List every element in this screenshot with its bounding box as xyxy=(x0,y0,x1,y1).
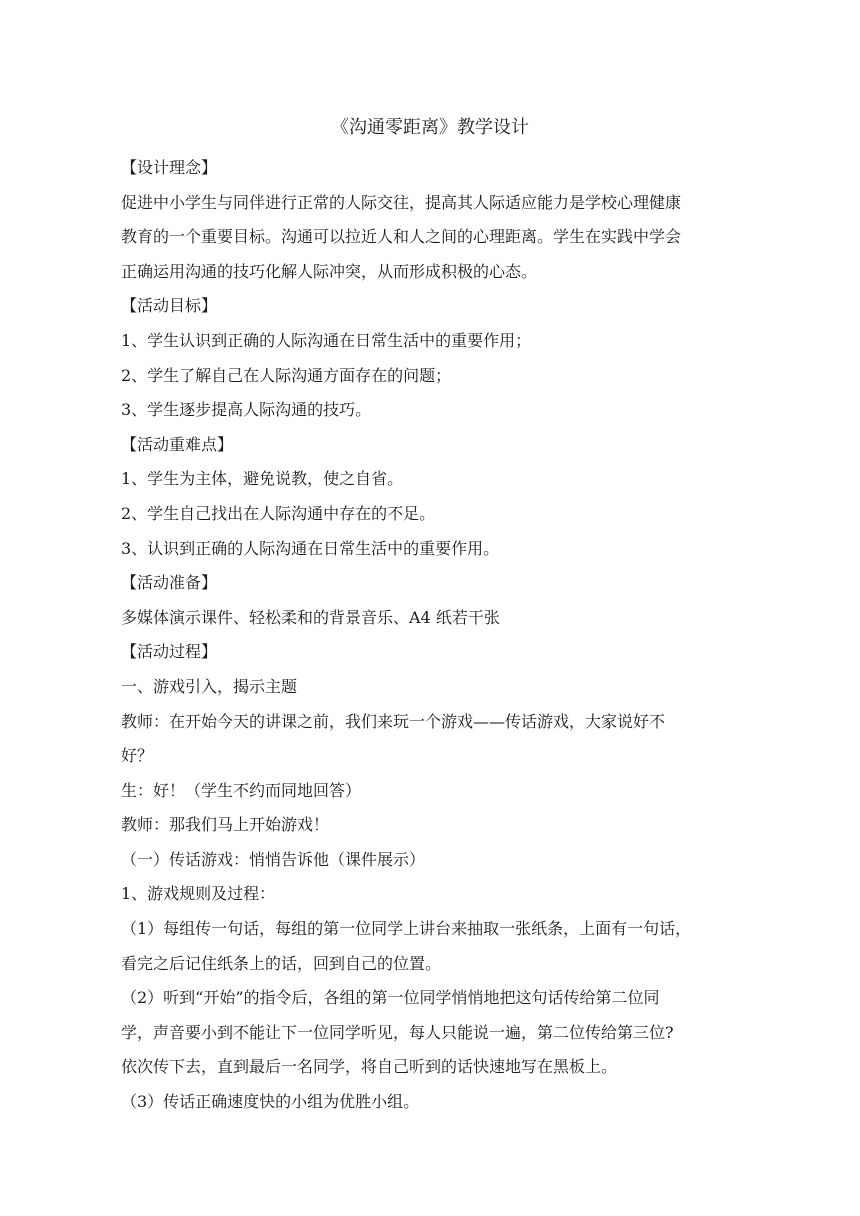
list-item: （1）每组传一句话，每组的第一位同学上讲台来抽取一张纸条，上面有一句话， xyxy=(121,919,692,939)
list-item: 看完之后记住纸条上的话，回到自己的位置。 xyxy=(121,953,442,973)
subsection-heading: （一）传话游戏：悄悄告诉他（课件展示） xyxy=(121,849,426,869)
list-item: 2、学生了解自己在人际沟通方面存在的问题； xyxy=(121,365,452,385)
section-heading: 【活动目标】 xyxy=(121,296,218,316)
dialogue-line: 教师：那我们马上开始游戏！ xyxy=(121,815,330,835)
section-heading: 【设计理念】 xyxy=(121,158,218,177)
dialogue-line: 生：好！（学生不约而同地回答） xyxy=(121,780,362,800)
list-item: 3、认识到正确的人际沟通在日常生活中的重要作用。 xyxy=(121,538,500,558)
section-heading: 【活动准备】 xyxy=(121,573,218,593)
list-item: （3）传话正确速度快的小组为优胜小组。 xyxy=(121,1092,420,1112)
list-item: 3、学生逐步提高人际沟通的技巧。 xyxy=(121,400,372,420)
section-heading: 【活动过程】 xyxy=(121,642,218,662)
paragraph-line: 多媒体演示课件、轻松柔和的背景音乐、A4 纸若干张 xyxy=(121,607,500,627)
document-title: 《沟通零距离》教学设计 xyxy=(331,117,529,138)
dialogue-line: 好？ xyxy=(121,746,154,766)
list-item: （2）听到“开始”的指令后，各组的第一位同学悄悄地把这句话传给第二位同 xyxy=(121,988,660,1008)
list-item: 依次传下去，直到最后一名同学，将自己听到的话快速地写在黑板上。 xyxy=(121,1057,618,1077)
paragraph-line: 正确运用沟通的技巧化解人际冲突，从而形成积极的心态。 xyxy=(121,261,538,281)
paragraph-line: 促进中小学生与同伴进行正常的人际交往，提高其人际适应能力是学校心理健康 xyxy=(121,192,682,212)
list-item: 2、学生自己找出在人际沟通中存在的不足。 xyxy=(121,503,436,523)
paragraph-line: 教育的一个重要目标。沟通可以拉近人和人之间的心理距离。学生在实践中学会 xyxy=(121,227,682,247)
list-item: 1、学生为主体，避免说教，使之自省。 xyxy=(121,469,404,489)
list-item: 学，声音要小到不能让下一位同学听见，每人只能说一遍，第二位传给第三位? xyxy=(121,1022,674,1042)
document-body xyxy=(121,151,747,1120)
subsection-heading: 一、游戏引入，揭示主题 xyxy=(121,676,298,696)
section-heading: 【活动重难点】 xyxy=(121,434,234,454)
paragraph-line: 1、游戏规则及过程： xyxy=(121,884,276,904)
list-item: 1、学生认识到正确的人际沟通在日常生活中的重要作用； xyxy=(121,330,532,350)
dialogue-line: 教师：在开始今天的讲课之前，我们来玩一个游戏——传话游戏，大家说好不 xyxy=(121,711,666,731)
